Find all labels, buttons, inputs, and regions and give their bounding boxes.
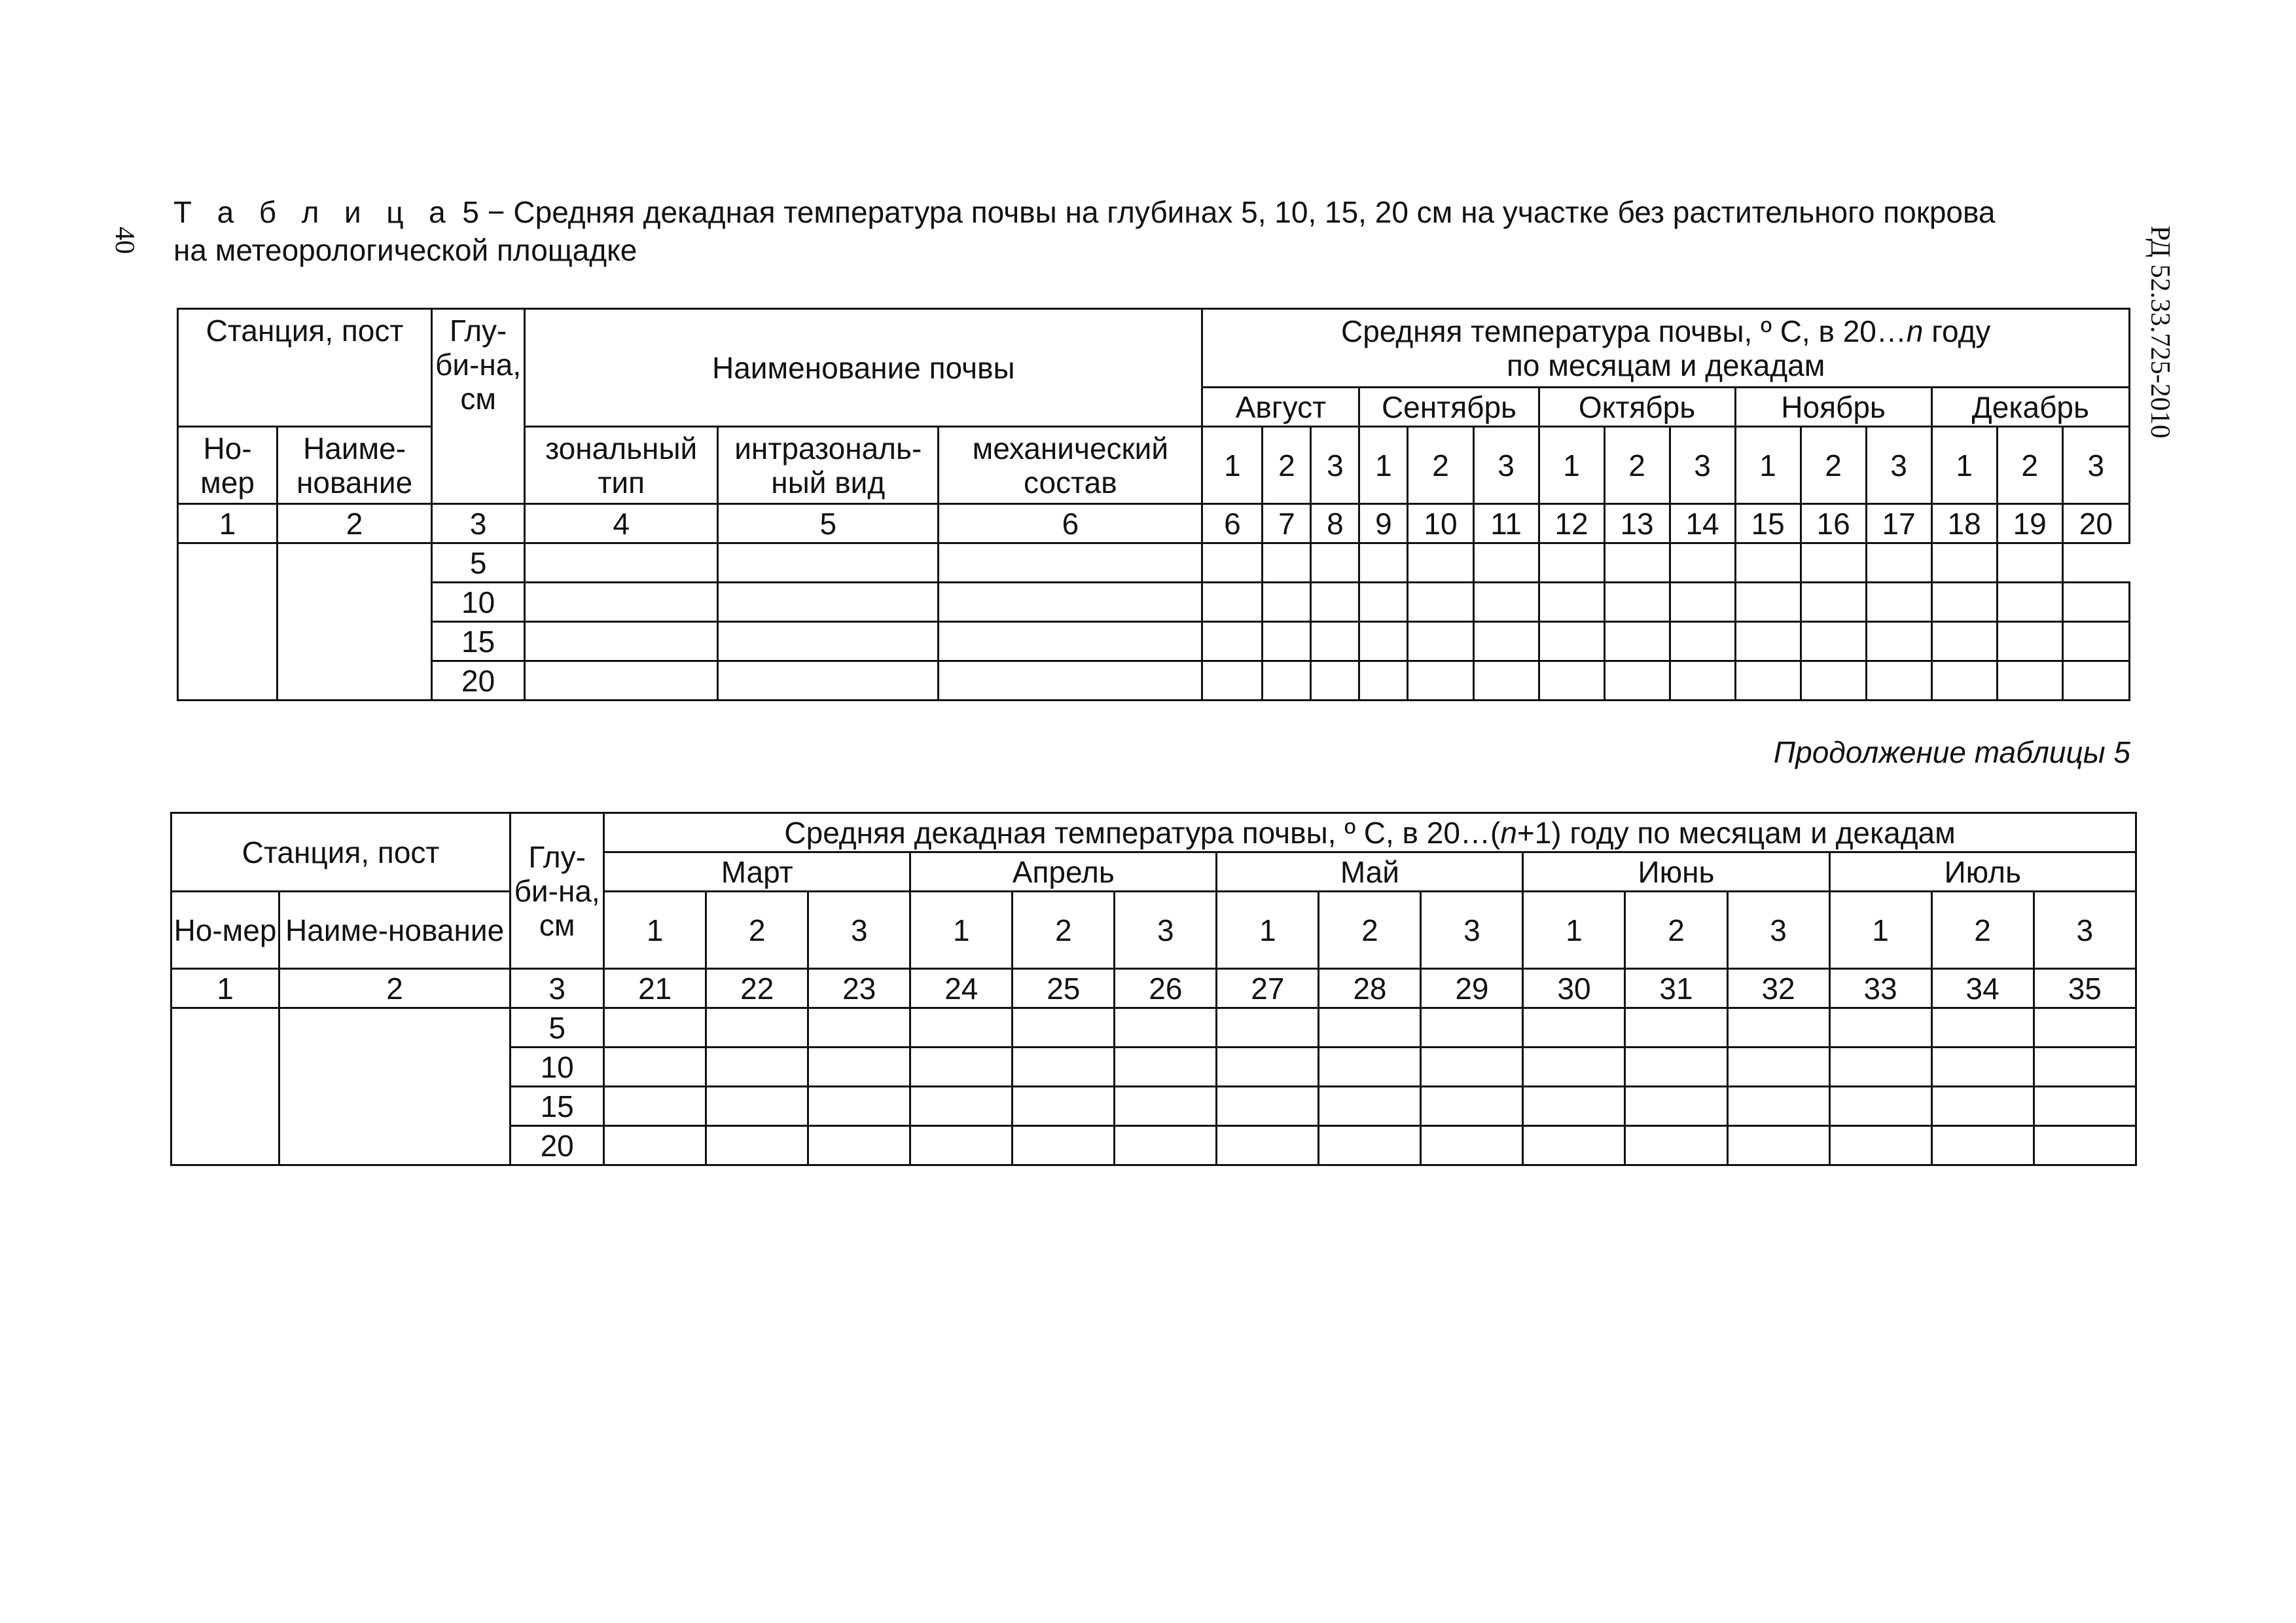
decade-header: 2 xyxy=(1604,427,1670,504)
column-number: 7 xyxy=(1263,504,1311,543)
empty-data-cell xyxy=(1829,1087,1931,1126)
depth-cell: 20 xyxy=(432,661,525,701)
empty-data-cell xyxy=(1727,1126,1829,1165)
empty-data-cell xyxy=(1217,1008,1319,1048)
decade-header: 3 xyxy=(1670,427,1735,504)
empty-data-cell xyxy=(1408,622,1473,661)
empty-data-cell xyxy=(1013,1008,1115,1048)
decade-header: 1 xyxy=(1539,427,1604,504)
column-number: 1 xyxy=(178,504,278,543)
empty-data-cell xyxy=(808,1126,910,1165)
empty-data-cell xyxy=(1013,1048,1115,1087)
temperature-header-variable: n xyxy=(1500,815,1517,850)
empty-data-cell xyxy=(1523,1048,1625,1087)
empty-data-cell xyxy=(1604,622,1670,661)
empty-data-cell xyxy=(1013,1087,1115,1126)
station-header: Станция, пост xyxy=(178,309,432,427)
empty-data-cell xyxy=(2062,583,2129,622)
decade-header: 2 xyxy=(1013,892,1115,969)
empty-data-cell xyxy=(1311,543,1359,583)
depth-cell: 10 xyxy=(432,583,525,622)
temperature-header xyxy=(1202,309,2130,388)
document-code: РД 52.33.725-2010 xyxy=(2145,225,2175,439)
empty-data-cell xyxy=(1217,1048,1319,1087)
empty-data-cell xyxy=(1539,543,1604,583)
decade-header: 3 xyxy=(1311,427,1359,504)
column-number: 4 xyxy=(525,504,718,543)
empty-data-cell xyxy=(1408,661,1473,701)
month-header: Март xyxy=(604,852,910,892)
empty-data-cell xyxy=(1523,1126,1625,1165)
empty-data-cell xyxy=(1421,1087,1523,1126)
column-number: 29 xyxy=(1421,969,1523,1008)
empty-data-cell xyxy=(1311,583,1359,622)
empty-data-cell xyxy=(1115,1048,1217,1087)
column-number: 34 xyxy=(1931,969,2034,1008)
month-header: Июнь xyxy=(1523,852,1829,892)
empty-data-cell xyxy=(1931,1126,2034,1165)
empty-data-cell xyxy=(1359,622,1408,661)
station-number-cell xyxy=(171,1008,279,1165)
column-number: 25 xyxy=(1013,969,1115,1008)
caption-title: 5 − Средняя декадная температура почвы на глубинах 5, 10, 15, 20 см на участке без растительного покрова xyxy=(454,195,1996,229)
column-number-row xyxy=(171,969,2136,1008)
empty-data-cell xyxy=(1473,583,1539,622)
empty-data-cell xyxy=(1670,543,1735,583)
column-number: 31 xyxy=(1625,969,1727,1008)
empty-data-cell xyxy=(1866,583,1931,622)
table-row xyxy=(171,1008,2136,1048)
empty-data-cell xyxy=(1727,1087,1829,1126)
month-header: Ноябрь xyxy=(1735,388,1931,427)
empty-data-cell xyxy=(604,1126,706,1165)
temperature-header-line2: по месяцам и декадам xyxy=(1507,348,1825,382)
column-number: 23 xyxy=(808,969,910,1008)
empty-data-cell xyxy=(2034,1087,2136,1126)
empty-data-cell xyxy=(1735,543,1801,583)
empty-data-cell xyxy=(1421,1008,1523,1048)
table-row xyxy=(178,543,2130,583)
table-spring-months xyxy=(170,812,2137,1166)
empty-data-cell xyxy=(525,661,718,701)
column-number: 33 xyxy=(1829,969,1931,1008)
empty-data-cell xyxy=(1670,661,1735,701)
table-autumn-months xyxy=(177,308,2130,701)
empty-data-cell xyxy=(1473,661,1539,701)
temperature-header-part: году xyxy=(1923,314,1991,348)
depth-header: Глу-би-на, см xyxy=(432,309,525,504)
decade-header: 3 xyxy=(808,892,910,969)
decade-header: 3 xyxy=(1866,427,1931,504)
empty-data-cell xyxy=(1311,661,1359,701)
empty-data-cell xyxy=(525,543,718,583)
decade-header: 2 xyxy=(1997,427,2062,504)
empty-data-cell xyxy=(706,1008,808,1048)
empty-data-cell xyxy=(808,1008,910,1048)
empty-data-cell xyxy=(1263,661,1311,701)
temperature-header-part: +1) году по месяцам и декадам xyxy=(1516,815,1956,850)
empty-data-cell xyxy=(1202,583,1263,622)
empty-data-cell xyxy=(1217,1087,1319,1126)
empty-data-cell xyxy=(1931,661,1997,701)
decade-header: 3 xyxy=(2062,427,2129,504)
decade-header: 3 xyxy=(2034,892,2136,969)
empty-data-cell xyxy=(1997,661,2062,701)
empty-data-cell xyxy=(2062,661,2129,701)
empty-data-cell xyxy=(910,1126,1013,1165)
empty-data-cell xyxy=(808,1087,910,1126)
empty-data-cell xyxy=(1408,583,1473,622)
decade-header: 1 xyxy=(1931,427,1997,504)
temperature-header xyxy=(604,813,2136,852)
empty-data-cell xyxy=(718,661,939,701)
column-number: 5 xyxy=(718,504,939,543)
temperature-header-part: Средняя температура почвы, º С, в 20… xyxy=(1340,314,1907,348)
column-number: 10 xyxy=(1408,504,1473,543)
empty-data-cell xyxy=(1473,543,1539,583)
month-header: Июль xyxy=(1829,852,2136,892)
empty-data-cell xyxy=(718,622,939,661)
empty-data-cell xyxy=(1115,1126,1217,1165)
empty-data-cell xyxy=(1604,661,1670,701)
empty-data-cell xyxy=(1311,622,1359,661)
column-number: 8 xyxy=(1311,504,1359,543)
empty-data-cell xyxy=(1202,622,1263,661)
table-row xyxy=(178,661,2130,701)
station-header: Станция, пост xyxy=(171,813,511,892)
empty-data-cell xyxy=(1263,622,1311,661)
column-number: 2 xyxy=(279,969,511,1008)
column-number: 18 xyxy=(1931,504,1997,543)
column-number: 3 xyxy=(432,504,525,543)
empty-data-cell xyxy=(1625,1087,1727,1126)
empty-data-cell xyxy=(1359,583,1408,622)
empty-data-cell xyxy=(1997,583,2062,622)
decade-header: 1 xyxy=(1217,892,1319,969)
empty-data-cell xyxy=(910,1087,1013,1126)
empty-data-cell xyxy=(1801,583,1866,622)
empty-data-cell xyxy=(1319,1048,1421,1087)
empty-data-cell xyxy=(1523,1087,1625,1126)
empty-data-cell xyxy=(604,1087,706,1126)
empty-data-cell xyxy=(939,661,1202,701)
name-column-header: Наиме-нование xyxy=(278,427,432,504)
empty-data-cell xyxy=(939,622,1202,661)
empty-data-cell xyxy=(1801,661,1866,701)
soil-name-header: Наименование почвы xyxy=(525,309,1202,427)
station-name-cell xyxy=(278,543,432,701)
month-header: Декабрь xyxy=(1931,388,2129,427)
decade-header: 1 xyxy=(1829,892,1931,969)
column-number: 20 xyxy=(2062,504,2129,543)
month-header: Август xyxy=(1202,388,1359,427)
column-number: 30 xyxy=(1523,969,1625,1008)
empty-data-cell xyxy=(525,583,718,622)
empty-data-cell xyxy=(1408,543,1473,583)
caption-title-line2: на метеорологической площадке xyxy=(173,233,637,267)
empty-data-cell xyxy=(1202,661,1263,701)
column-number: 9 xyxy=(1359,504,1408,543)
empty-data-cell xyxy=(1735,622,1801,661)
continuation-label: Продолжение таблицы 5 xyxy=(1773,735,2130,769)
empty-data-cell xyxy=(910,1008,1013,1048)
depth-cell: 15 xyxy=(432,622,525,661)
empty-data-cell xyxy=(1539,661,1604,701)
empty-data-cell xyxy=(1866,622,1931,661)
depth-cell: 5 xyxy=(511,1008,604,1048)
temperature-header-variable: n xyxy=(1906,314,1924,348)
empty-data-cell xyxy=(1115,1087,1217,1126)
station-number-cell xyxy=(178,543,278,701)
empty-data-cell xyxy=(2034,1048,2136,1087)
empty-data-cell xyxy=(2062,622,2129,661)
decade-header: 3 xyxy=(1473,427,1539,504)
decade-header: 2 xyxy=(1408,427,1473,504)
empty-data-cell xyxy=(2034,1008,2136,1048)
empty-data-cell xyxy=(1829,1126,1931,1165)
empty-data-cell xyxy=(1670,583,1735,622)
empty-data-cell xyxy=(1539,583,1604,622)
empty-data-cell xyxy=(1931,583,1997,622)
column-number: 32 xyxy=(1727,969,1829,1008)
empty-data-cell xyxy=(1263,543,1311,583)
empty-data-cell xyxy=(939,543,1202,583)
column-number: 2 xyxy=(278,504,432,543)
empty-data-cell xyxy=(1997,543,2062,583)
empty-data-cell xyxy=(1931,543,1997,583)
empty-data-cell xyxy=(1727,1048,1829,1087)
month-header: Май xyxy=(1217,852,1523,892)
column-number: 17 xyxy=(1866,504,1931,543)
decade-header: 2 xyxy=(1801,427,1866,504)
empty-data-cell xyxy=(718,543,939,583)
month-header: Апрель xyxy=(910,852,1217,892)
empty-data-cell xyxy=(1625,1048,1727,1087)
column-number: 26 xyxy=(1115,969,1217,1008)
table-caption xyxy=(173,193,2137,269)
empty-data-cell xyxy=(1359,661,1408,701)
empty-data-cell xyxy=(1735,583,1801,622)
caption-label: Т а б л и ц а xyxy=(173,195,454,229)
empty-data-cell xyxy=(1670,622,1735,661)
column-number: 15 xyxy=(1735,504,1801,543)
empty-data-cell xyxy=(1829,1008,1931,1048)
column-number: 13 xyxy=(1604,504,1670,543)
decade-header: 2 xyxy=(706,892,808,969)
table-row xyxy=(178,622,2130,661)
decade-header: 1 xyxy=(1735,427,1801,504)
decade-header: 2 xyxy=(1319,892,1421,969)
column-number: 14 xyxy=(1670,504,1735,543)
month-header: Октябрь xyxy=(1539,388,1735,427)
number-column-header: Но-мер xyxy=(178,427,278,504)
empty-data-cell xyxy=(1202,543,1263,583)
column-number: 19 xyxy=(1997,504,2062,543)
empty-data-cell xyxy=(706,1087,808,1126)
decade-header: 1 xyxy=(1523,892,1625,969)
empty-data-cell xyxy=(939,583,1202,622)
column-number: 11 xyxy=(1473,504,1539,543)
depth-cell: 10 xyxy=(511,1048,604,1087)
empty-data-cell xyxy=(1217,1126,1319,1165)
table-row xyxy=(178,583,2130,622)
empty-data-cell xyxy=(1801,622,1866,661)
decade-header: 1 xyxy=(1202,427,1263,504)
empty-data-cell xyxy=(1319,1126,1421,1165)
decade-header: 1 xyxy=(910,892,1013,969)
decade-header: 3 xyxy=(1421,892,1523,969)
empty-data-cell xyxy=(1359,543,1408,583)
column-number: 24 xyxy=(910,969,1013,1008)
column-number: 28 xyxy=(1319,969,1421,1008)
empty-data-cell xyxy=(1997,622,2062,661)
depth-cell: 15 xyxy=(511,1087,604,1126)
decade-header: 2 xyxy=(1931,892,2034,969)
empty-data-cell xyxy=(1727,1008,1829,1048)
page-number: 40 xyxy=(109,227,139,254)
month-header: Сентябрь xyxy=(1359,388,1539,427)
column-number-row xyxy=(178,504,2130,543)
empty-data-cell xyxy=(525,622,718,661)
empty-data-cell xyxy=(1735,661,1801,701)
empty-data-cell xyxy=(1931,1048,2034,1087)
empty-data-cell xyxy=(1013,1126,1115,1165)
empty-data-cell xyxy=(1625,1008,1727,1048)
empty-data-cell xyxy=(1473,622,1539,661)
decade-header: 3 xyxy=(1115,892,1217,969)
station-name-cell xyxy=(279,1008,511,1165)
empty-data-cell xyxy=(1421,1126,1523,1165)
empty-data-cell xyxy=(910,1048,1013,1087)
empty-data-cell xyxy=(1319,1008,1421,1048)
empty-data-cell xyxy=(1604,543,1670,583)
empty-data-cell xyxy=(604,1048,706,1087)
empty-data-cell xyxy=(706,1048,808,1087)
temperature-header-part: Средняя декадная температура почвы, º С, в 20…( xyxy=(784,815,1501,850)
empty-data-cell xyxy=(1421,1048,1523,1087)
column-number: 3 xyxy=(511,969,604,1008)
decade-header: 2 xyxy=(1625,892,1727,969)
name-column-header: Наиме-нование xyxy=(279,892,511,969)
decade-header: 3 xyxy=(1727,892,1829,969)
column-number: 16 xyxy=(1801,504,1866,543)
column-number: 35 xyxy=(2034,969,2136,1008)
column-number: 22 xyxy=(706,969,808,1008)
column-number: 21 xyxy=(604,969,706,1008)
empty-data-cell xyxy=(1931,1087,2034,1126)
empty-data-cell xyxy=(1801,543,1866,583)
empty-data-cell xyxy=(1539,622,1604,661)
empty-data-cell xyxy=(1523,1008,1625,1048)
soil-column-header: интразональ-ный вид xyxy=(718,427,939,504)
empty-data-cell xyxy=(2034,1126,2136,1165)
empty-data-cell xyxy=(1829,1048,1931,1087)
column-number: 27 xyxy=(1217,969,1319,1008)
decade-header: 1 xyxy=(1359,427,1408,504)
column-number: 6 xyxy=(1202,504,1263,543)
empty-data-cell xyxy=(1866,661,1931,701)
number-column-header: Но-мер xyxy=(171,892,279,969)
soil-column-header: механический состав xyxy=(939,427,1202,504)
empty-data-cell xyxy=(1263,583,1311,622)
depth-cell: 20 xyxy=(511,1126,604,1165)
empty-data-cell xyxy=(1931,1008,2034,1048)
empty-data-cell xyxy=(604,1008,706,1048)
empty-data-cell xyxy=(1604,583,1670,622)
empty-data-cell xyxy=(1115,1008,1217,1048)
empty-data-cell xyxy=(1931,622,1997,661)
empty-data-cell xyxy=(718,583,939,622)
column-number: 1 xyxy=(171,969,279,1008)
depth-header: Глу-би-на, см xyxy=(511,813,604,969)
empty-data-cell xyxy=(706,1126,808,1165)
column-number: 12 xyxy=(1539,504,1604,543)
depth-cell: 5 xyxy=(432,543,525,583)
empty-data-cell xyxy=(808,1048,910,1087)
empty-data-cell xyxy=(1866,543,1931,583)
decade-header: 1 xyxy=(604,892,706,969)
empty-data-cell xyxy=(1319,1087,1421,1126)
decade-header: 2 xyxy=(1263,427,1311,504)
empty-data-cell xyxy=(1625,1126,1727,1165)
column-number: 6 xyxy=(939,504,1202,543)
soil-column-header: зональный тип xyxy=(525,427,718,504)
